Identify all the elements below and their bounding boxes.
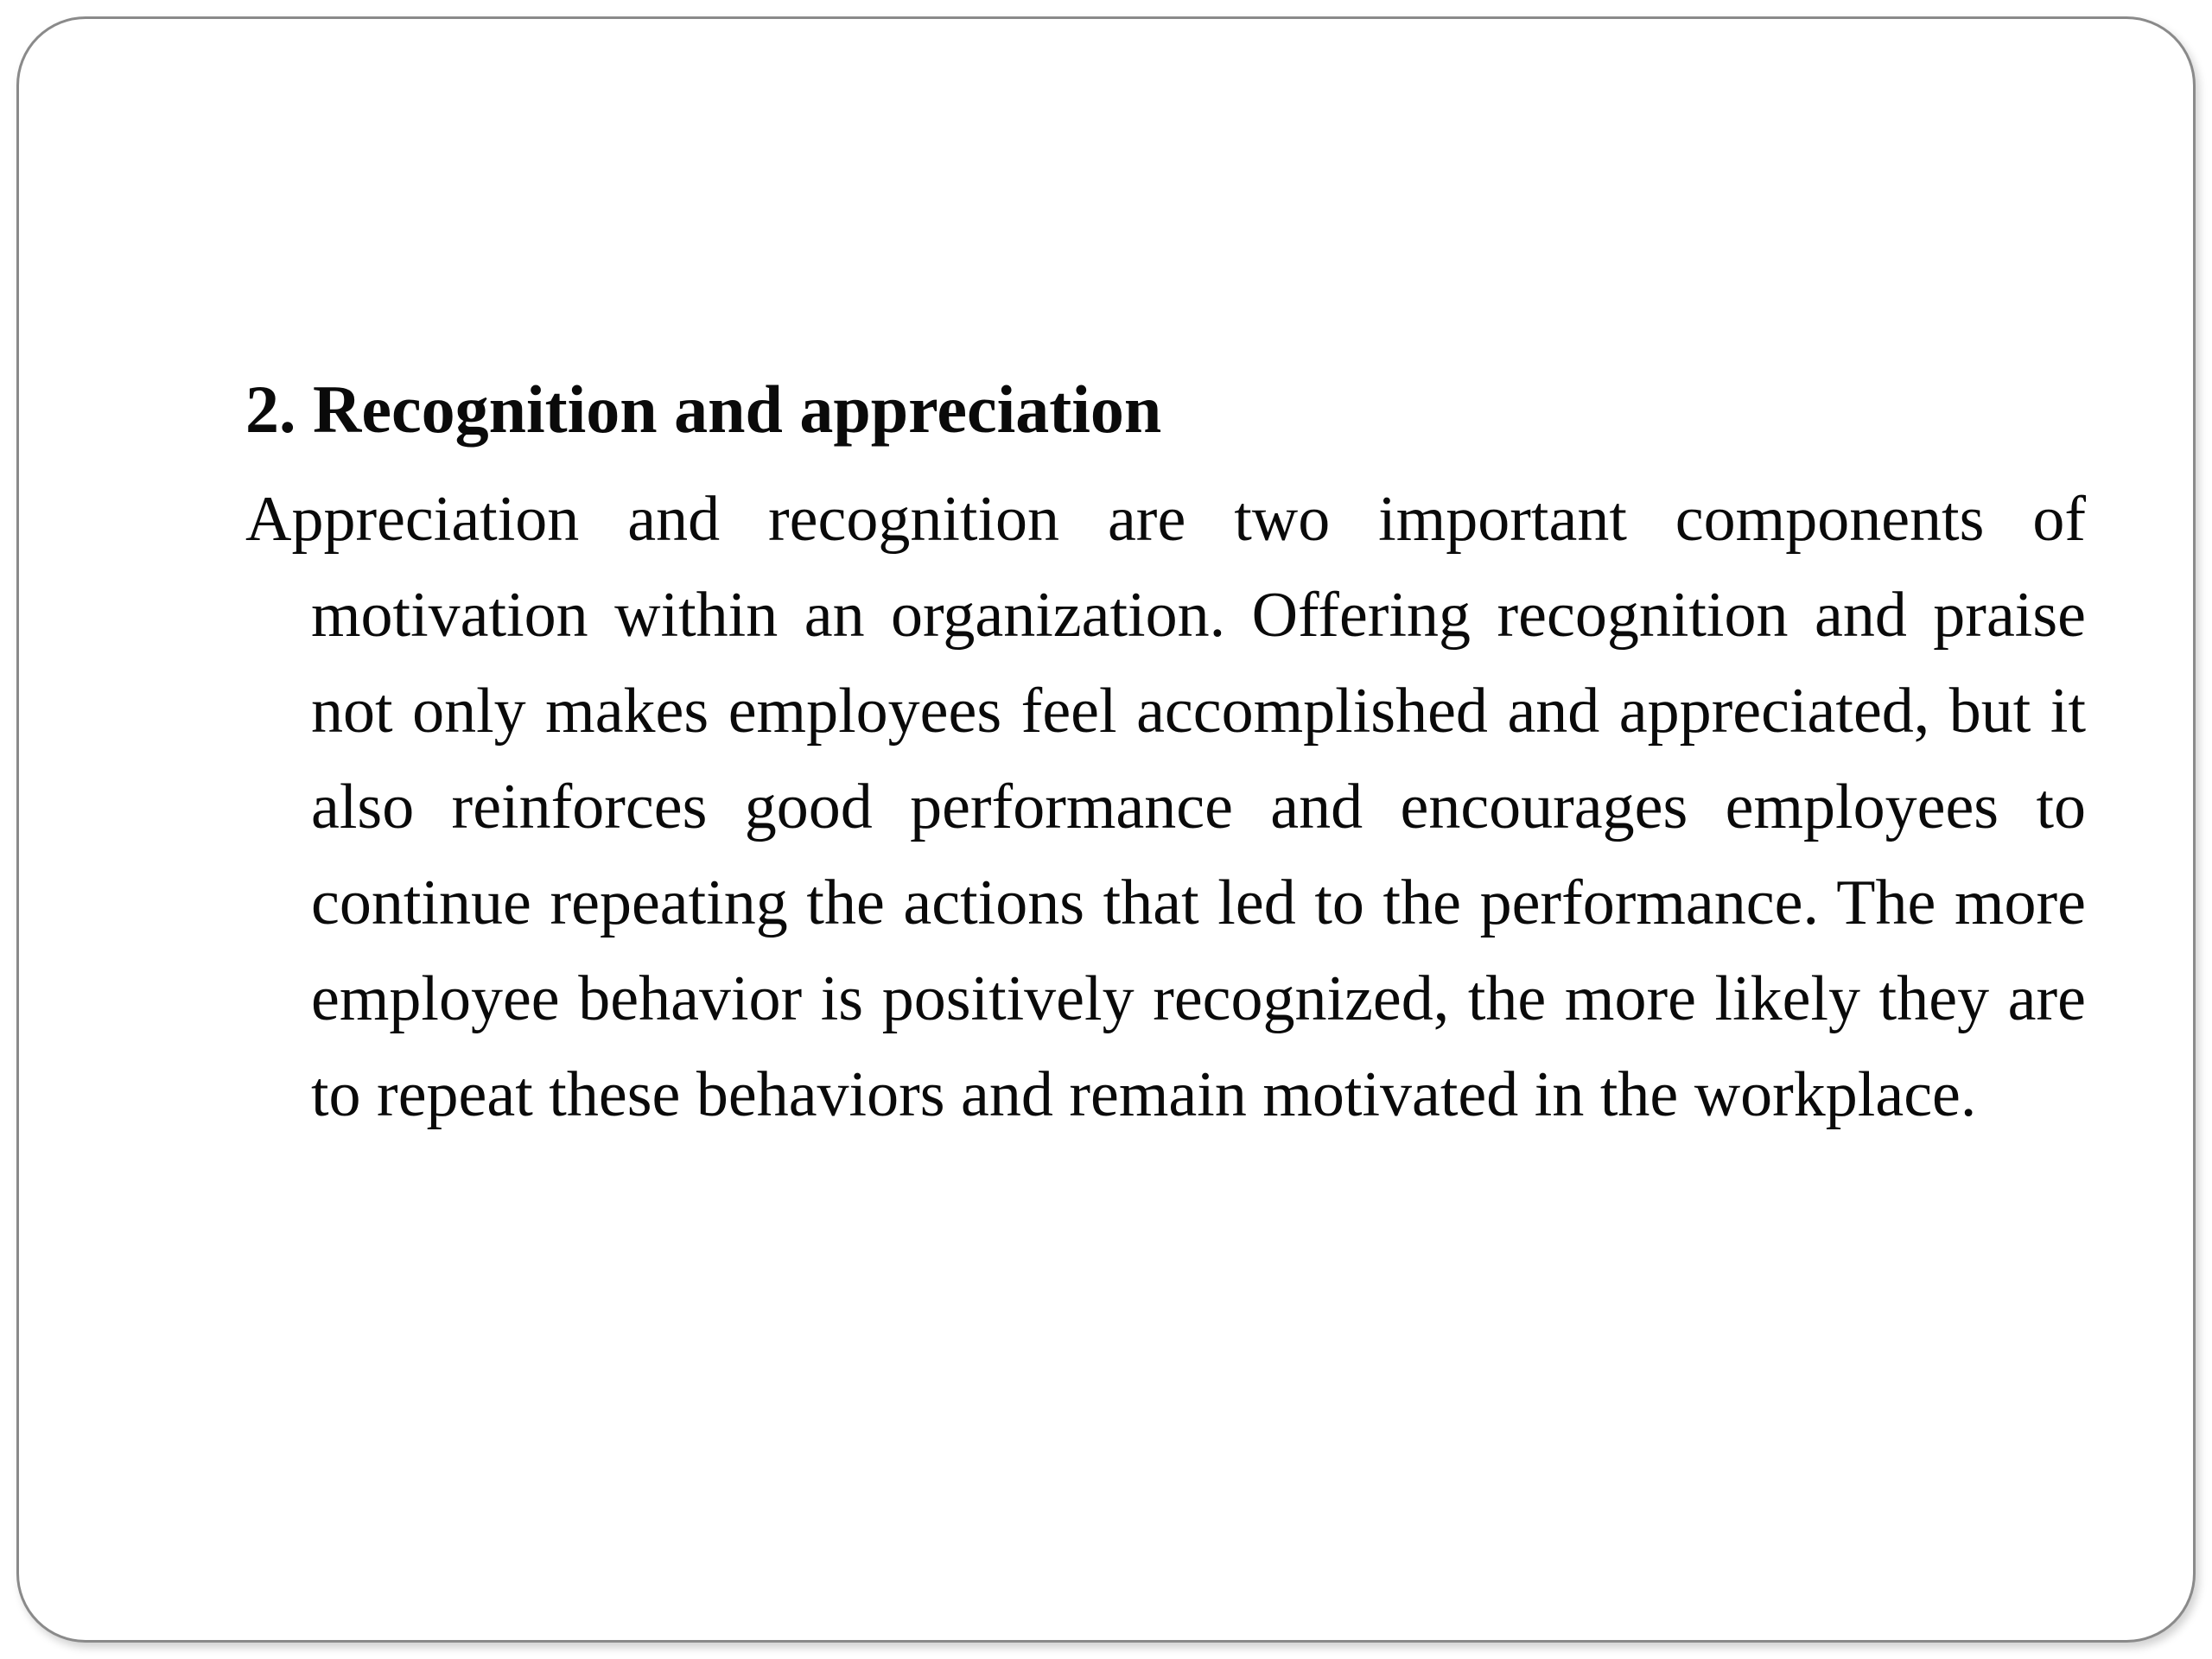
slide-heading: 2. Recognition and appreciation	[245, 372, 1162, 447]
slide-paragraph: Appreciation and recognition are two important components of motivation within an organization. Offering recognition and praise not only makes employees feel accomplished and appreciated, but it also reinforces good performance and encourages employees to continue repeating the actions that led to the performance. The more employee behavior is positively recognized, the more likely they are to repeat these behaviors and remain motivated in the workplace.	[245, 484, 2086, 1130]
slide-content	[245, 363, 2086, 1143]
